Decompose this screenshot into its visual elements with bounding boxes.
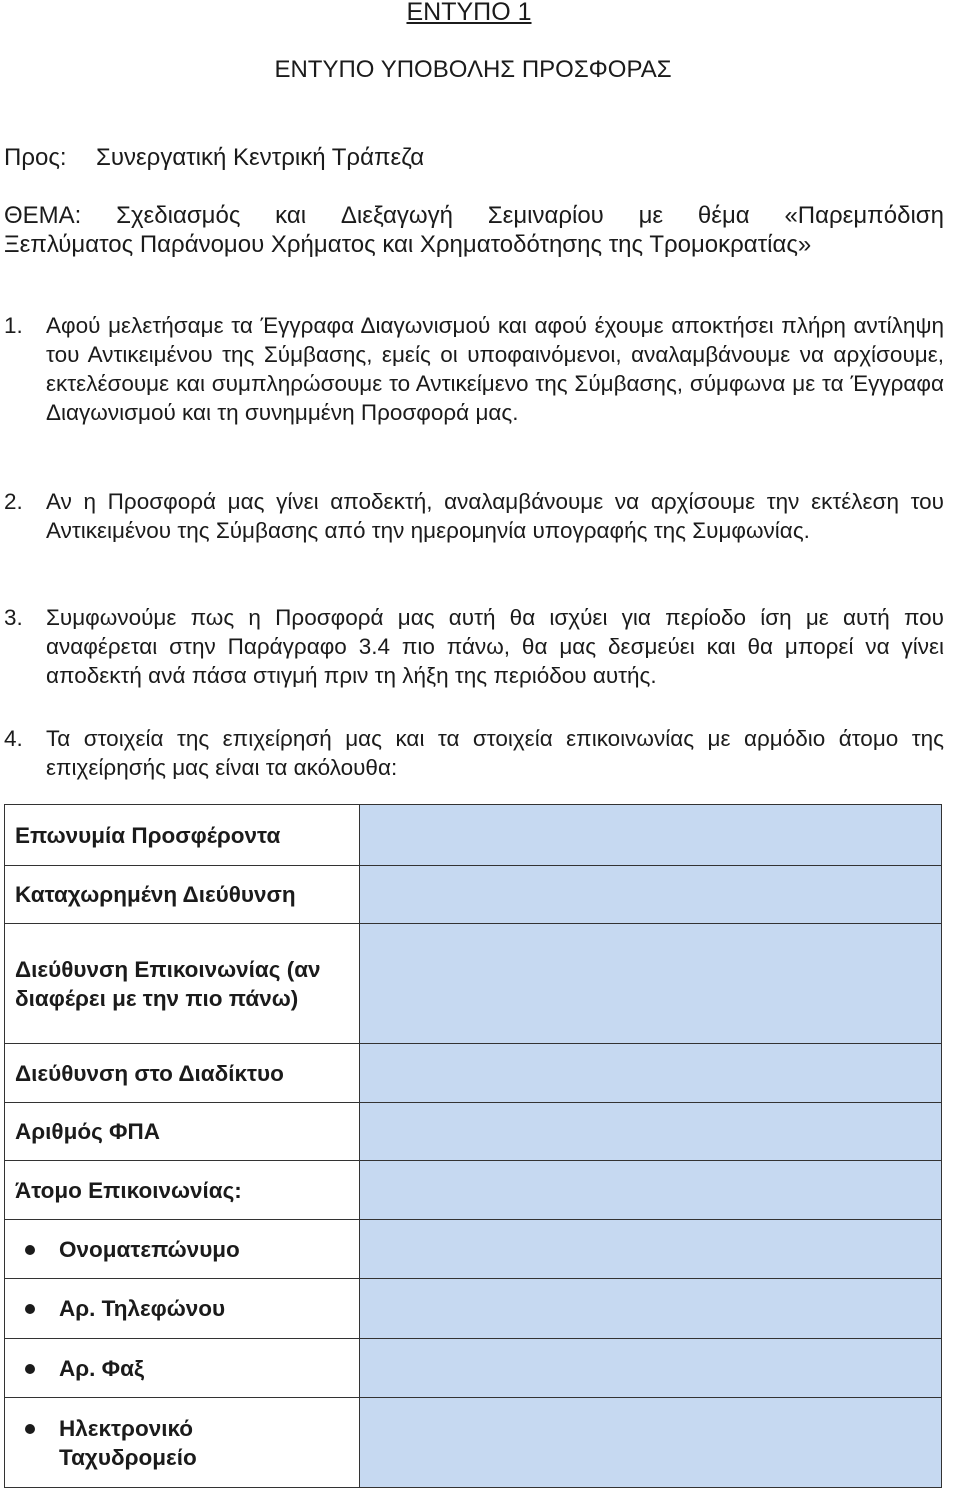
- paragraph-4: [4, 724, 944, 782]
- row-label-cell: [5, 1339, 360, 1398]
- form-title: ΕΝΤΥΠΟ ΥΠΟΒΟΛΗΣ ΠΡΟΣΦΟΡΑΣ: [274, 56, 672, 83]
- bullet-item: [15, 1354, 359, 1383]
- row-value-field[interactable]: [360, 866, 942, 924]
- subject-word: θέμα: [697, 202, 750, 229]
- bullet-item: [15, 1235, 359, 1264]
- table-row: [5, 1398, 942, 1488]
- paragraph-number: 3.: [4, 605, 23, 630]
- subject-line-2: Ξεπλύματος Παράνομου Χρήματος και Χρηματοδότησης της Τρομοκρατίας»: [4, 231, 812, 258]
- paragraph-3: [4, 603, 944, 690]
- row-label: Άτομο Επικοινωνίας:: [5, 1161, 360, 1220]
- subject-word: Σεμιναρίου: [487, 202, 604, 229]
- recipient-label: Προς:: [4, 144, 67, 171]
- subject-word: ΘΕΜΑ:: [4, 202, 82, 229]
- row-value-field[interactable]: [360, 924, 942, 1044]
- table-row: [5, 1279, 942, 1339]
- row-value-field[interactable]: [360, 1339, 942, 1398]
- row-label: Ονοματεπώνυμο: [59, 1236, 240, 1262]
- table-row: [5, 866, 942, 924]
- row-value-field[interactable]: [360, 1220, 942, 1279]
- bullet-icon: [25, 1304, 35, 1314]
- paragraph-text: Τα στοιχεία της επιχείρησή μας και τα στοιχεία επικοινωνίας με αρμόδιο άτομο της επιχείρησής μας είναι τα ακόλουθα:: [46, 726, 944, 780]
- paragraph-text: Αν η Προσφορά μας γίνει αποδεκτή, αναλαμβάνουμε να αρχίσουμε την εκτέλεση του Αντικειμένου της Σύμβασης από την ημερομηνία υπογραφής της Συμφωνίας.: [46, 489, 944, 543]
- form-number: ΕΝΤΥΠΟ 1: [406, 0, 532, 26]
- row-label: Διεύθυνση Επικοινωνίας (αν διαφέρει με την πιο πάνω): [5, 924, 360, 1044]
- row-label-cell: [5, 1398, 360, 1488]
- subject-line-1: [4, 201, 944, 230]
- recipient-value: Συνεργατική Κεντρική Τράπεζα: [96, 144, 425, 171]
- subject-block: [4, 201, 944, 259]
- row-label: Αρ. Τηλεφώνου: [59, 1296, 226, 1321]
- subject-word: και: [275, 202, 307, 229]
- table-row: [5, 1103, 942, 1161]
- paragraph-1: [4, 311, 944, 427]
- row-label: Καταχωρημένη Διεύθυνση: [5, 866, 360, 924]
- company-info-table: [4, 804, 942, 1488]
- row-value-field[interactable]: [360, 1398, 942, 1488]
- row-value-field[interactable]: [360, 805, 942, 866]
- row-value-field[interactable]: [360, 1044, 942, 1103]
- row-label: Επωνυμία Προσφέροντα: [5, 805, 360, 866]
- row-label-cell: [5, 1220, 360, 1279]
- paragraph-number: 4.: [4, 726, 23, 751]
- paragraph-2: [4, 487, 944, 545]
- bullet-item: [15, 1294, 359, 1323]
- table-row: [5, 1161, 942, 1220]
- row-label: Αρ. Φαξ: [59, 1355, 144, 1381]
- table-row: [5, 1220, 942, 1279]
- subject-word: Διεξαγωγή: [340, 202, 453, 229]
- table-row: [5, 805, 942, 866]
- bullet-icon: [25, 1424, 35, 1434]
- recipient-line: [4, 144, 424, 172]
- bullet-icon: [25, 1245, 35, 1255]
- subject-word: «Παρεμπόδιση: [784, 202, 944, 229]
- row-label-cell: [5, 1279, 360, 1339]
- paragraph-text: Συμφωνούμε πως η Προσφορά μας αυτή θα ισχύει για περίοδο ίση με αυτή που αναφέρεται στην Παράγραφο 3.4 πιο πάνω, θα μας δεσμεύει και θα μπορεί να γίνει αποδεκτή ανά πάσα στιγμή πριν τη λήξη της περιόδου αυτής.: [46, 605, 944, 688]
- bullet-icon: [25, 1364, 35, 1374]
- subject-word: με: [638, 202, 664, 229]
- table-row: [5, 924, 942, 1044]
- table-row: [5, 1044, 942, 1103]
- paragraph-number: 2.: [4, 489, 23, 514]
- row-label: Αριθμός ΦΠΑ: [5, 1103, 360, 1161]
- row-value-field[interactable]: [360, 1161, 942, 1220]
- row-label: Διεύθυνση στο Διαδίκτυο: [5, 1044, 360, 1103]
- paragraph-number: 1.: [4, 313, 23, 338]
- paragraph-text: Αφού μελετήσαμε τα Έγγραφα Διαγωνισμού και αφού έχουμε αποκτήσει πλήρη αντίληψη του Αντικειμένου της Σύμβασης, εμείς οι υποφαινόμενοι, αναλαμβάνουμε να αρχίσουμε, εκτελέσουμε και συμπληρώσουμε το Αντικείμενο της Σύμβασης, σύμφωνα με τα Έγγραφα Διαγωνισμού και τη συνημμένη Προσφορά μας.: [46, 313, 944, 425]
- row-value-field[interactable]: [360, 1103, 942, 1161]
- row-value-field[interactable]: [360, 1279, 942, 1339]
- row-label: Ηλεκτρονικό Ταχυδρομείο: [59, 1415, 197, 1470]
- table-row: [5, 1339, 942, 1398]
- bullet-item: [15, 1414, 359, 1472]
- subject-word: Σχεδιασμός: [116, 202, 241, 229]
